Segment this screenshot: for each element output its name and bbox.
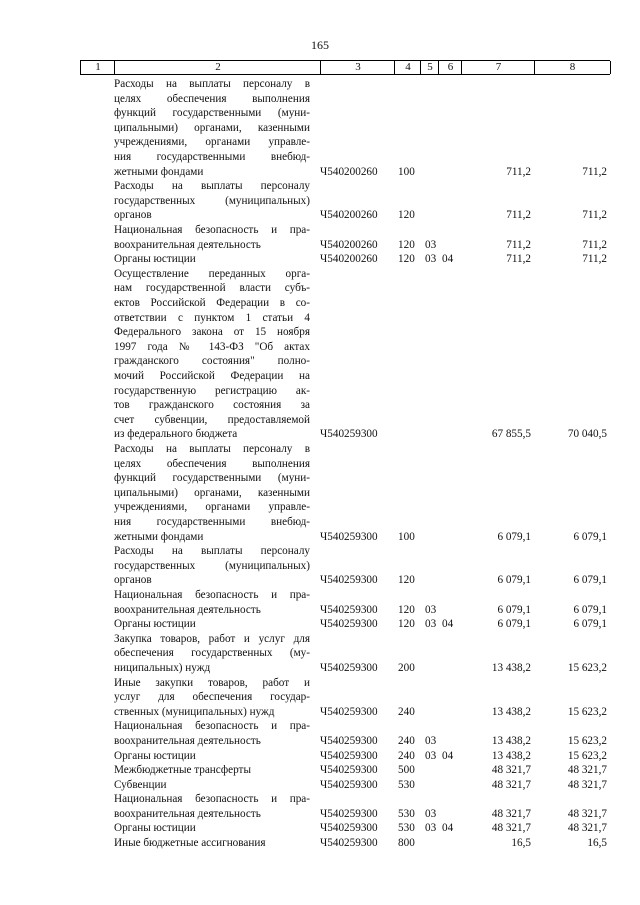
description-line: услуг для обеспечения государ- [114,691,310,704]
header-col-1: 1 [80,61,115,74]
description-line: ципальными) органами, казенными [114,486,310,499]
description-line: жетными фондами [114,530,204,543]
page-number: 165 [311,38,329,52]
row-description [114,223,310,252]
target-article-code: Ч540259300 [320,661,378,674]
description-line: Органы юстиции [114,253,196,266]
header-col-6: 6 [438,61,462,74]
table-row [0,763,640,778]
description-line: гражданского состояния" полно- [114,355,310,368]
target-article-code: Ч540259300 [320,530,378,543]
description-line: мочий Российской Федерации на [114,369,310,382]
amount-year-1: 13 438,2 [491,661,531,674]
amount-year-2: 711,2 [582,253,607,266]
header-col-2: 2 [114,61,321,74]
table-row [0,252,640,267]
subsection-code: 04 [442,749,454,762]
table-row [0,442,640,544]
description-line: Субвенции [114,778,167,791]
subsection-code: 04 [442,253,454,266]
table-row [0,179,640,223]
amount-year-2: 711,2 [582,165,607,178]
amount-year-1: 711,2 [506,238,531,251]
header-col-4: 4 [394,61,421,74]
row-description [114,792,310,821]
amount-year-2: 6 079,1 [573,574,607,587]
target-article-code: Ч540259300 [320,822,378,835]
amount-year-2: 48 321,7 [567,807,607,820]
amount-year-2: 6 079,1 [573,603,607,616]
amount-year-2: 70 040,5 [567,428,607,441]
amount-year-1: 6 079,1 [497,530,531,543]
table-row [0,821,640,836]
description-line: ектов Российской Федерации в со- [114,296,310,309]
amount-year-2: 48 321,7 [567,764,607,777]
section-code: 03 [425,822,437,835]
table-row [0,719,640,748]
expense-type-code: 120 [398,574,415,587]
amount-year-2: 15 623,2 [567,705,607,718]
description-line: Расходы на выплаты персоналу [114,545,310,558]
row-description [114,77,310,179]
row-description [114,763,310,778]
expense-type-code: 120 [398,618,415,631]
target-article-code: Ч540200260 [320,253,378,266]
amount-year-1: 6 079,1 [497,603,531,616]
amount-year-2: 15 623,2 [567,734,607,747]
description-line: учреждениями, органами управле- [114,501,310,514]
table-row [0,778,640,793]
amount-year-2: 15 623,2 [567,749,607,762]
expense-type-code: 120 [398,238,415,251]
expense-type-code: 240 [398,749,415,762]
table-row [0,223,640,252]
description-line: Национальная безопасность и пра- [114,588,310,601]
description-line: Органы юстиции [114,618,196,631]
subsection-code: 04 [442,618,454,631]
description-line: Осуществление переданных орга- [114,267,310,280]
description-line: органов [114,209,152,222]
amount-year-2: 48 321,7 [567,778,607,791]
description-line: функций государственными (муни- [114,472,310,485]
description-line: тов гражданского состояния за [114,399,310,412]
amount-year-2: 16,5 [587,837,607,850]
amount-year-2: 6 079,1 [573,618,607,631]
target-article-code: Ч540259300 [320,603,378,616]
description-line: государственных (муниципальных) [114,194,310,207]
description-line: ния государственными внебюд- [114,515,310,528]
amount-year-2: 15 623,2 [567,661,607,674]
description-line: Расходы на выплаты персоналу в [114,442,310,455]
row-description [114,632,310,676]
row-description [114,252,310,267]
target-article-code: Ч540259300 [320,764,378,777]
description-line: Национальная безопасность и пра- [114,720,310,733]
amount-year-1: 48 321,7 [491,764,531,777]
header-col-7: 7 [461,61,535,74]
table-row [0,617,640,632]
amount-year-1: 48 321,7 [491,822,531,835]
table-row [0,836,640,851]
row-description [114,588,310,617]
target-article-code: Ч540200260 [320,238,378,251]
description-line: целях обеспечения выполнения [114,92,310,105]
target-article-code: Ч540259300 [320,807,378,820]
expense-type-code: 530 [398,807,415,820]
description-line: обеспечения государственных (му- [114,647,310,660]
description-line: воохранительная деятельность [114,807,261,820]
description-line: органов [114,574,152,587]
target-article-code: Ч540259300 [320,618,378,631]
description-line: государственных (муниципальных) [114,559,310,572]
table-body [0,77,640,851]
target-article-code: Ч540259300 [320,734,378,747]
table-row [0,792,640,821]
description-line: жетными фондами [114,165,204,178]
row-description [114,179,310,223]
subsection-code: 04 [442,822,454,835]
description-line: Национальная безопасность и пра- [114,793,310,806]
row-description [114,821,310,836]
description-line: ответствии с пунктом 1 статьи 4 [114,311,310,324]
description-line: Федерального закона от 15 ноября [114,326,310,339]
row-description [114,719,310,748]
header-col-3: 3 [320,61,395,74]
header-col-8: 8 [534,61,611,74]
target-article-code: Ч540259300 [320,705,378,718]
description-line: воохранительная деятельность [114,734,261,747]
amount-year-1: 711,2 [506,165,531,178]
amount-year-2: 48 321,7 [567,822,607,835]
header-col-5: 5 [420,61,439,74]
description-line: Национальная безопасность и пра- [114,223,310,236]
table-row [0,632,640,676]
expense-type-code: 200 [398,661,415,674]
target-article-code: Ч540200260 [320,209,378,222]
table-row [0,77,640,179]
expense-type-code: 240 [398,705,415,718]
section-code: 03 [425,807,437,820]
table-header [80,60,610,75]
description-line: Межбюджетные трансферты [114,764,251,777]
row-description [114,676,310,720]
description-line: 1997 года № 143-ФЗ "Об актах [114,340,310,353]
description-line: ципальными) органами, казенными [114,121,310,134]
description-line: Расходы на выплаты персоналу [114,180,310,193]
expense-type-code: 120 [398,603,415,616]
amount-year-2: 6 079,1 [573,530,607,543]
description-line: ственных (муниципальных) нужд [114,705,275,718]
row-description [114,778,310,793]
description-line: счет субвенции, предоставляемой [114,413,310,426]
description-line: Расходы на выплаты персоналу в [114,78,310,90]
description-line: из федерального бюджета [114,428,238,441]
amount-year-1: 711,2 [506,253,531,266]
section-code: 03 [425,734,437,747]
amount-year-1: 13 438,2 [491,749,531,762]
expense-type-code: 120 [398,209,415,222]
expense-type-code: 100 [398,165,415,178]
table-row [0,267,640,442]
target-article-code: Ч540259300 [320,749,378,762]
description-line: Иные бюджетные ассигнования [114,837,266,850]
expense-type-code: 530 [398,822,415,835]
description-line: государственную регистрацию ак- [114,384,310,397]
description-line: воохранительная деятельность [114,603,261,616]
expense-type-code: 240 [398,734,415,747]
target-article-code: Ч540259300 [320,428,378,441]
expense-type-code: 530 [398,778,415,791]
amount-year-1: 6 079,1 [497,618,531,631]
amount-year-1: 48 321,7 [491,807,531,820]
row-description [114,749,310,764]
description-line: функций государственными (муни- [114,107,310,120]
description-line: Закупка товаров, работ и услуг для [114,632,310,645]
target-article-code: Ч540259300 [320,837,378,850]
section-code: 03 [425,749,437,762]
row-description [114,836,310,851]
amount-year-1: 16,5 [511,837,531,850]
description-line: воохранительная деятельность [114,238,261,251]
row-description [114,617,310,632]
amount-year-2: 711,2 [582,209,607,222]
description-line: Органы юстиции [114,749,196,762]
table-row [0,676,640,720]
table-row [0,544,640,588]
row-description [114,442,310,544]
amount-year-1: 6 079,1 [497,574,531,587]
section-code: 03 [425,238,437,251]
amount-year-1: 13 438,2 [491,734,531,747]
row-description [114,544,310,588]
description-line: нам государственной власти субъ- [114,282,310,295]
description-line: ниципальных) нужд [114,661,211,674]
description-line: Иные закупки товаров, работ и [114,676,310,689]
target-article-code: Ч540259300 [320,574,378,587]
target-article-code: Ч540259300 [320,778,378,791]
amount-year-2: 711,2 [582,238,607,251]
section-code: 03 [425,603,437,616]
amount-year-1: 13 438,2 [491,705,531,718]
amount-year-1: 48 321,7 [491,778,531,791]
description-line: Органы юстиции [114,822,196,835]
expense-type-code: 100 [398,530,415,543]
table-row [0,588,640,617]
table-row [0,749,640,764]
amount-year-1: 711,2 [506,209,531,222]
description-line: ния государственными внебюд- [114,150,310,163]
section-code: 03 [425,618,437,631]
row-description [114,267,310,442]
amount-year-1: 67 855,5 [491,428,531,441]
section-code: 03 [425,253,437,266]
description-line: учреждениями, органами управле- [114,136,310,149]
description-line: целях обеспечения выполнения [114,457,310,470]
expense-type-code: 120 [398,253,415,266]
target-article-code: Ч540200260 [320,165,378,178]
expense-type-code: 800 [398,837,415,850]
expense-type-code: 500 [398,764,415,777]
